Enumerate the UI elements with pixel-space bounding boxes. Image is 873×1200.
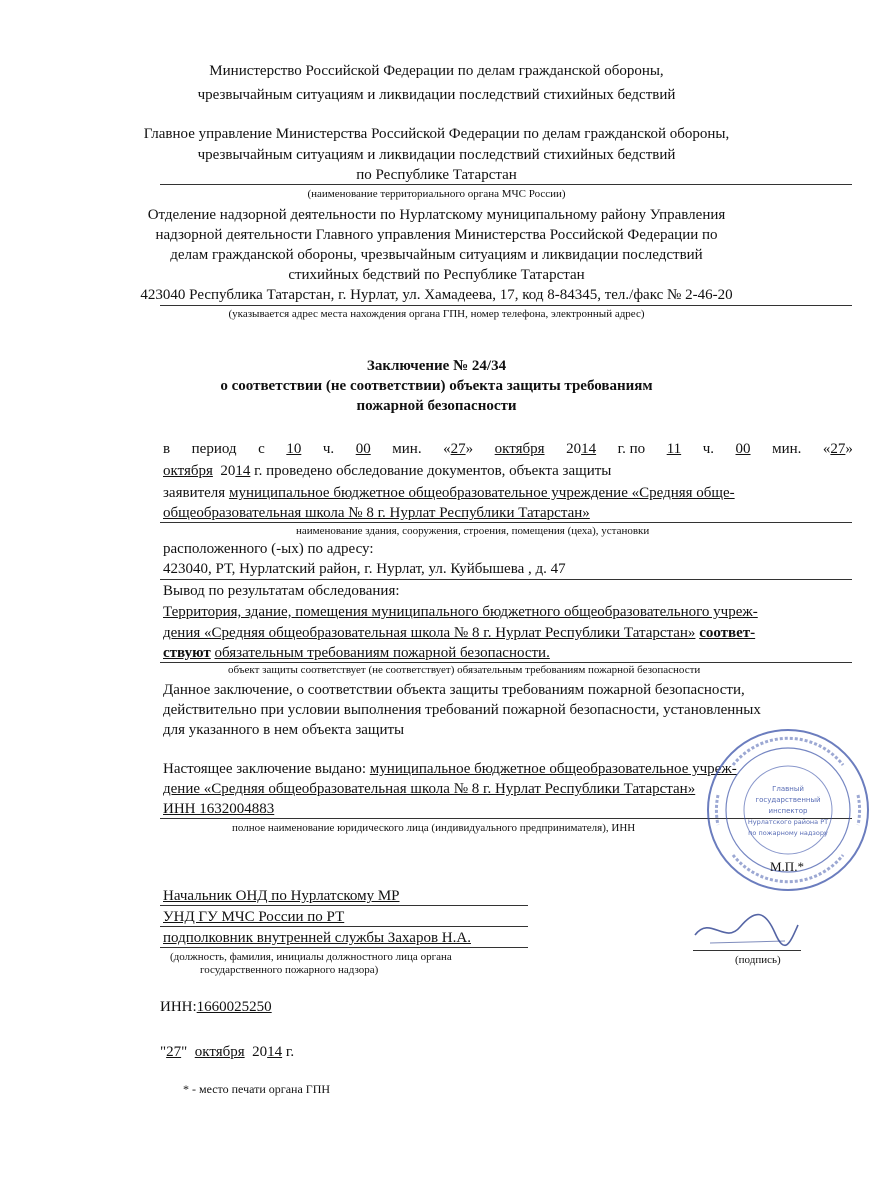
date-month: октября — [194, 1044, 245, 1060]
period-word: ч. — [322, 441, 335, 457]
divider — [160, 947, 528, 948]
conclusion-text-1: Территория, здание, помещения муниципального бюджетного общеобразовательного учреж- — [163, 604, 758, 620]
issued-label: Настоящее заключение выдано: — [163, 761, 367, 777]
caption-territorial: (наименование территориального органа МЧС России) — [307, 188, 566, 200]
seal-text: Главный — [772, 785, 804, 793]
divider — [160, 926, 528, 927]
conclusion-verdict: соответ- — [699, 625, 756, 641]
dept-line-3: делам гражданской обороны, чрезвычайным ситуациям и ликвидации последствий — [170, 247, 703, 263]
issued-to-2: дение «Средняя общеобразовательная школа № 8 г. Нурлат Республики Татарстан» — [163, 781, 696, 797]
conclusion-text-3: ствуют обязательным требованиям пожарной безопасности. — [163, 645, 550, 661]
start-year: 14 — [581, 441, 597, 457]
ministry-line-1: Министерство Российской Федерации по делам гражданской обороны, — [209, 63, 664, 79]
applicant-line-1 — [163, 484, 853, 502]
period-word: мин. — [392, 441, 422, 457]
applicant-label: заявителя — [163, 485, 226, 501]
seal-text: по пожарному надзору — [748, 829, 828, 837]
period-word: мин. — [772, 441, 802, 457]
start-year-group: 2014 — [566, 441, 597, 457]
end-hour: 11 — [666, 441, 682, 457]
conclusion-subtitle-1: о соответствии (не соответствии) объекта защиты требованиям — [220, 378, 653, 394]
divider — [693, 950, 801, 951]
conclusion-title: Заключение № 24/34 — [366, 358, 507, 374]
issued-inn: ИНН 1632004883 — [163, 801, 275, 817]
dept-line-4: стихийных бедствий по Республике Татарстан — [288, 267, 585, 283]
validity-line-2: действительно при условии выполнения требований пожарной безопасности, установленных — [163, 702, 761, 718]
gu-line-3: по Республике Татарстан — [356, 167, 517, 183]
start-month: октября — [494, 441, 545, 457]
validity-line-1: Данное заключение, о соответствии объекта защиты требованиям пожарной безопасности, — [163, 682, 745, 698]
seal-text: государственный — [755, 796, 821, 804]
divider — [160, 905, 528, 906]
official-position-1: Начальник ОНД по Нурлатскому МР — [163, 888, 400, 904]
footer-date: "27" октября 2014 г. — [160, 1044, 295, 1060]
caption-signature: (подпись) — [735, 954, 781, 966]
period-word: с — [258, 441, 265, 457]
issued-line-1 — [163, 760, 737, 778]
start-day-group: «27» — [443, 441, 474, 457]
divider — [160, 184, 852, 185]
end-year: 14 — [235, 463, 251, 479]
caption-applicant: наименование здания, сооружения, строения, помещения (цеха), установки — [296, 525, 650, 537]
caption-official-2: государственного пожарного надзора) — [200, 964, 379, 976]
footer-inn: ИНН:1660025250 — [160, 999, 272, 1015]
applicant-name: муниципальное бюджетное общеобразовательное учреждение «Средняя обще- — [228, 485, 735, 501]
mp-label: М.П.* — [770, 859, 804, 874]
end-day-group: «27» — [822, 441, 853, 457]
footnote: * - место печати органа ГПН — [183, 1082, 331, 1096]
conclusion-verdict: ствуют — [163, 645, 211, 661]
period-line-2: октября 2014 г. проведено обследование документов, объекта защиты — [163, 463, 612, 479]
period-word: период — [191, 441, 237, 457]
ministry-line-2: чрезвычайным ситуациям и ликвидации последствий стихийных бедствий — [197, 87, 676, 103]
start-day: 27 — [450, 441, 466, 457]
date-day: 27 — [166, 1044, 182, 1060]
end-minute: 00 — [735, 441, 751, 457]
period-word: ч. — [702, 441, 714, 457]
period-line — [163, 440, 853, 458]
issued-to: муниципальное бюджетное общеобразовательное учреж- — [369, 761, 737, 777]
date-year: 14 — [267, 1044, 283, 1060]
end-day: 27 — [830, 441, 846, 457]
footer-inn-value: 1660025250 — [196, 999, 272, 1015]
conclusion-subtitle-2: пожарной безопасности — [356, 398, 517, 414]
divider — [160, 522, 852, 523]
caption-conclusion: объект защиты соответствует (не соответствует) обязательным требованиям пожарной безопасности — [228, 664, 701, 676]
gu-line-1: Главное управление Министерства Российской Федерации по делам гражданской обороны, — [143, 126, 730, 142]
caption-issued: полное наименование юридического лица (индивидуального предпринимателя), ИНН — [232, 822, 636, 834]
dept-line-2: надзорной деятельности Главного управления Министерства Российской Федерации по — [155, 227, 718, 243]
location-label: расположенного (-ых) по адресу: — [163, 541, 374, 557]
divider — [160, 305, 852, 306]
applicant-name-2: общеобразовательная школа № 8 г. Нурлат Республики Татарстан» — [163, 505, 590, 521]
seal-text: Нурлатского района РТ — [747, 818, 829, 826]
validity-line-3: для указанного в нем объекта защиты — [163, 722, 405, 738]
location-address: 423040, РТ, Нурлатский район, г. Нурлат, ул. Куйбышева , д. 47 — [163, 561, 566, 577]
official-position-2: УНД ГУ МЧС России по РТ — [163, 909, 345, 925]
end-month: октября — [163, 463, 213, 479]
start-minute: 00 — [355, 441, 371, 457]
gu-line-2: чрезвычайным ситуациям и ликвидации последствий стихийных бедствий — [197, 147, 676, 163]
official-name: подполковник внутренней службы Захаров Н.А. — [163, 930, 471, 946]
seal-text: инспектор — [768, 807, 808, 815]
caption-official-1: (должность, фамилия, инициалы должностного лица органа — [170, 951, 452, 963]
conclusion-text-2: дения «Средняя общеобразовательная школа № 8 г. Нурлат Республики Татарстан» соответ- — [163, 625, 756, 641]
dept-address: 423040 Республика Татарстан, г. Нурлат, ул. Хамадеева, 17, код 8-84345, тел./факс № 2-46-20 — [140, 287, 733, 303]
start-hour: 10 — [286, 441, 302, 457]
divider — [160, 662, 852, 663]
signature-icon — [690, 905, 800, 950]
divider — [160, 579, 852, 580]
period-tail: г. проведено обследование документов, объекта защиты — [254, 463, 612, 479]
period-word: г. по — [617, 441, 646, 457]
dept-line-1: Отделение надзорной деятельности по Нурлатскому муниципальному району Управления — [147, 207, 726, 223]
conclusion-label: Вывод по результатам обследования: — [163, 583, 400, 599]
caption-address: (указывается адрес места нахождения органа ГПН, номер телефона, электронный адрес) — [228, 308, 645, 320]
period-word: в — [163, 441, 171, 457]
